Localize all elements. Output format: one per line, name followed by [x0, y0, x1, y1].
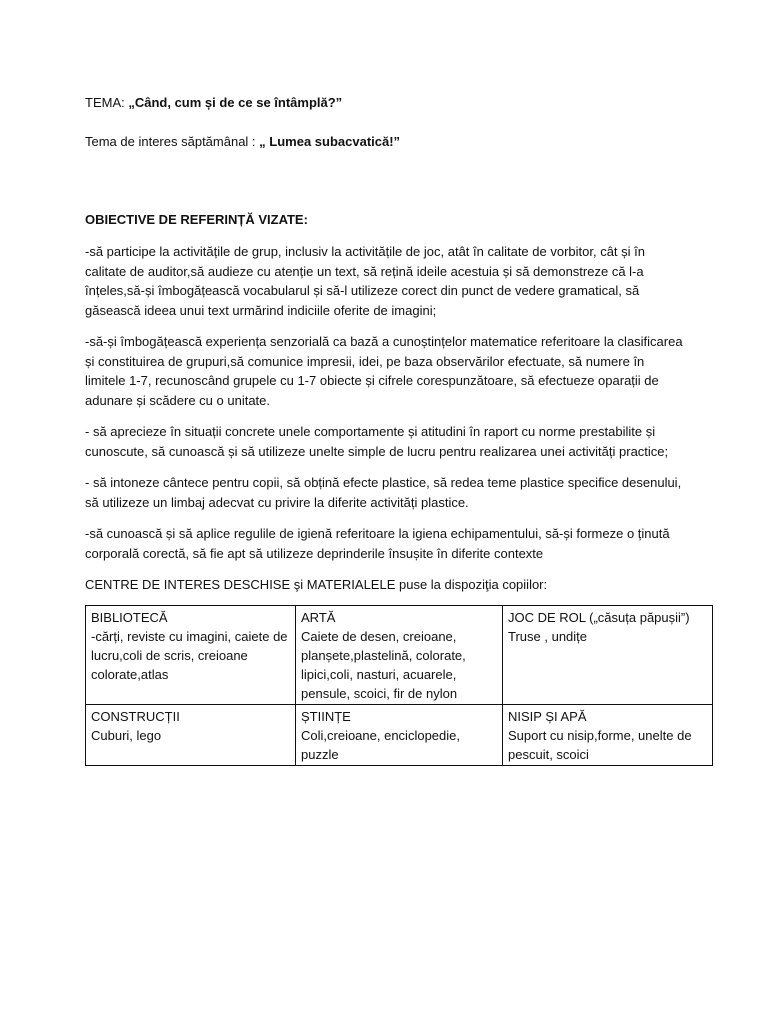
table-cell-constructii [86, 705, 296, 766]
cell-title: NISIP ȘI APĂ [508, 709, 587, 724]
table-cell-nisip-si-apa [503, 705, 713, 766]
document-body [85, 93, 692, 766]
table-cell-stiinte [296, 705, 503, 766]
objective-paragraph-1: -să participe la activitățile de grup, inclusiv la activitățile de joc, atât în calitate de vorbitor, cât și în calitate de auditor,să audieze cu atenție un text, să rețină ideile acestuia și să demonstreze că l-a înțeles,să-și îmbogățească vocabularul și să-l utilizeze corect din punct de vedere gramatical, să găsească ideea unui text urmărind indiciile oferite de imagini; [85, 244, 645, 318]
objective-paragraph-3: - să aprecieze în situații concrete unele comportamente și atitudini în raport cu norme prestabilite și cunoscute, să cunoască și să utilizeze unelte simple de lucru pentru realizarea unei activități practice; [85, 424, 669, 459]
objective-paragraph-5: -să cunoască și să aplice regulile de igienă referitoare la igiena echipamentului, să-și formeze o ținută corporală corectă, să fie apt să utilizeze deprinderile însușite în diferite contexte [85, 526, 670, 561]
interes-label: Tema de interes săptămânal : [85, 134, 260, 149]
table-row [86, 606, 713, 705]
centres-table [85, 605, 713, 766]
table-cell-arta [296, 606, 503, 705]
cell-body: Truse , undițe [508, 629, 588, 644]
cell-title: JOC DE ROL („căsuța păpușii”) [508, 610, 690, 625]
centres-intro: CENTRE DE INTERES DESCHISE şi MATERIALELE puse la dispoziţia copiilor: [85, 577, 548, 592]
cell-body: Coli,creioane, enciclopedie, puzzle [301, 728, 460, 762]
cell-body: Cuburi, lego [91, 728, 162, 743]
cell-title: ȘTIINȚE [301, 709, 351, 724]
objectives-heading: OBIECTIVE DE REFERINȚĂ VIZATE: [85, 212, 308, 227]
cell-title: ARTĂ [301, 610, 336, 625]
cell-body: Caiete de desen, creioane, planșete,plastelină, colorate, lipici,coli, nasturi, acuarele, pensule, scoici, fir de nylon [301, 629, 466, 701]
cell-body: -cărți, reviste cu imagini, caiete de lucru,coli de scris, creioane colorate,atlas [91, 629, 288, 682]
tema-line [85, 93, 685, 113]
tema-value: „Când, cum și de ce se întâmplă?” [128, 95, 343, 110]
interes-line [85, 132, 685, 152]
tema-label: TEMA: [85, 95, 129, 110]
table-cell-biblioteca [86, 606, 296, 705]
table-cell-joc-de-rol [503, 606, 713, 705]
cell-title: CONSTRUCȚII [91, 709, 180, 724]
table-row [86, 705, 713, 766]
objective-paragraph-2: -să-și îmbogățească experiența senzorială ca bază a cunoștințelor matematice referitoare la clasificarea și constituirea de grupuri,să comunice impresii, idei, pe baza observărilor efectuate, să numere în limitele 1-7, recunoscând grupele cu 1-7 obiecte și cifrele corespunzătoare, să efectueze oparații de adunare și scădere cu o unitate. [85, 334, 683, 408]
cell-title: BIBLIOTECĂ [91, 610, 168, 625]
interes-value: „ Lumea subacvatică!” [259, 134, 401, 149]
cell-body: Suport cu nisip,forme, unelte de pescuit, scoici [508, 728, 692, 762]
objective-paragraph-4: - să intoneze cântece pentru copii, să obțină efecte plastice, să redea teme plastice specifice desenului, să utilizeze un limbaj adecvat cu privire la diferite activități plastice. [85, 475, 682, 510]
